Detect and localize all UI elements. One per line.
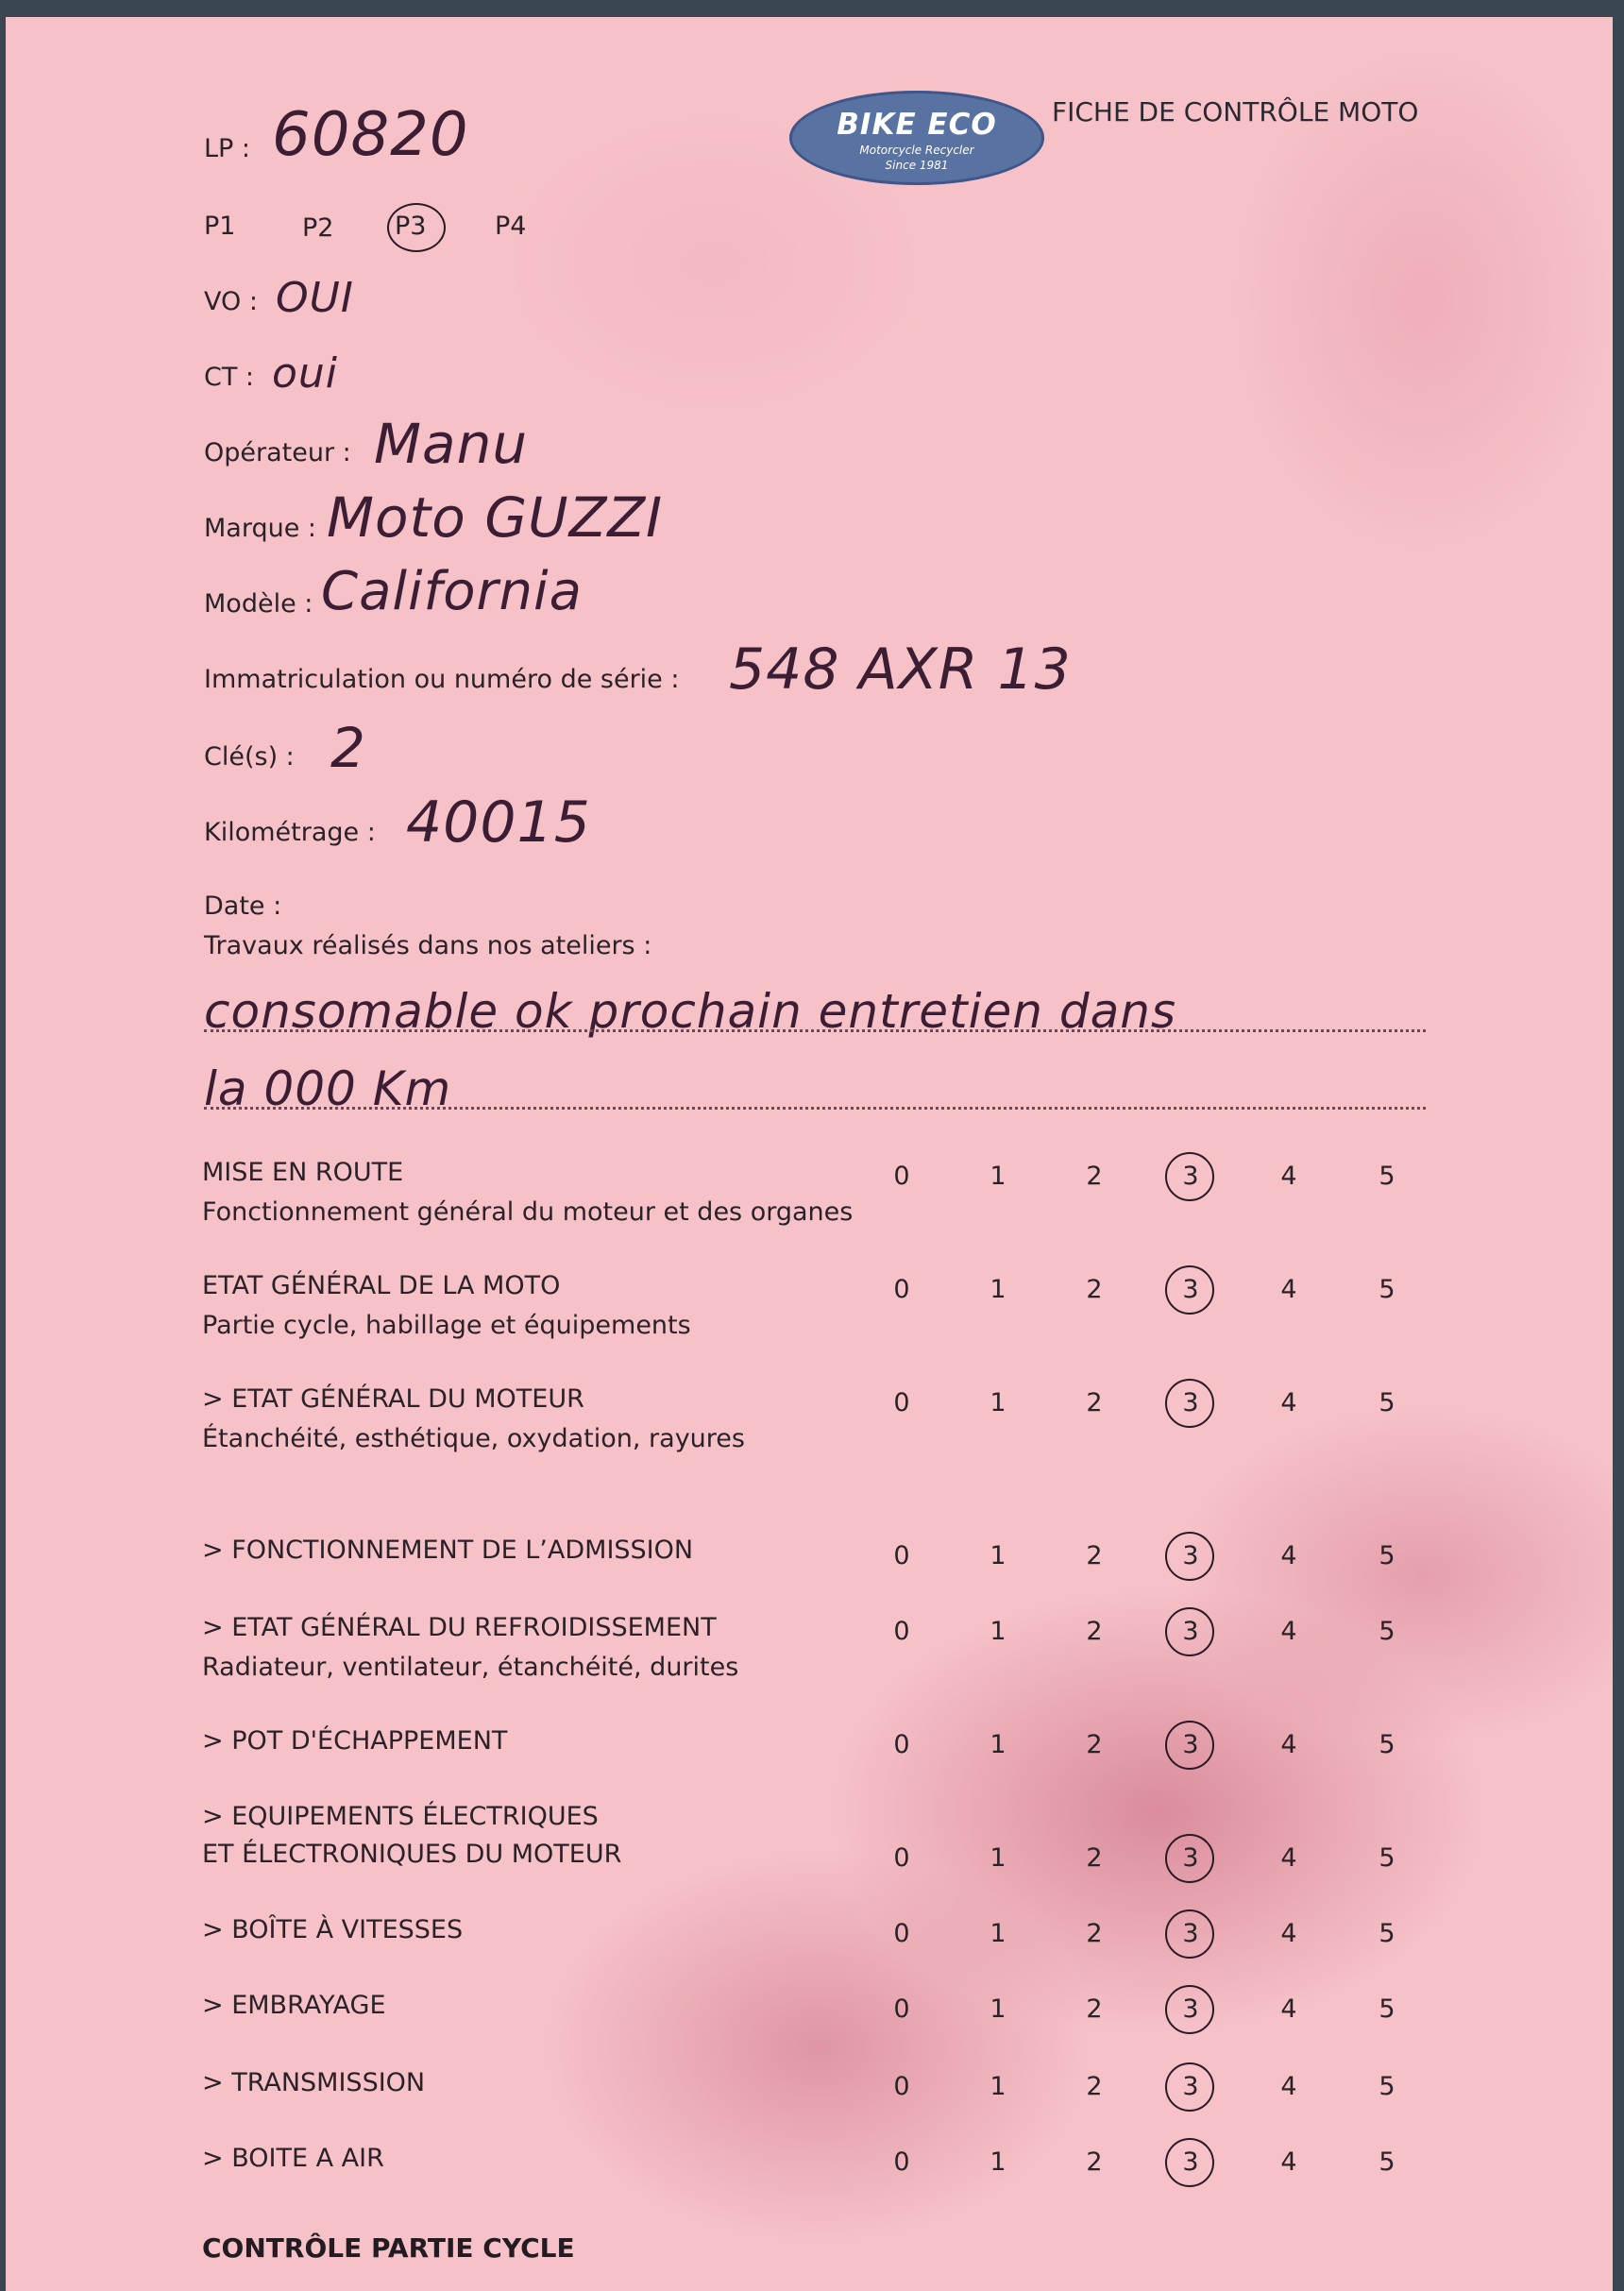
kilometrage-label: Kilométrage : [204, 818, 376, 847]
score-selected-circle [1165, 1909, 1214, 1959]
score-selected-circle [1165, 1985, 1214, 2034]
score-option[interactable]: 2 [1086, 2072, 1103, 2101]
logo-line2: Since 1981 [885, 159, 949, 172]
score-option[interactable]: 0 [893, 1388, 910, 1417]
marque-label: Marque : [204, 514, 317, 543]
modele-label: Modèle : [204, 589, 313, 619]
priority-p1[interactable]: P1 [204, 212, 236, 241]
score-option[interactable]: 1 [990, 2147, 1007, 2177]
score-option[interactable]: 3 [1182, 1994, 1199, 2024]
score-option[interactable]: 3 [1182, 1919, 1199, 1948]
score-option[interactable]: 4 [1280, 2072, 1297, 2101]
criterion-title: > FONCTIONNEMENT DE L’ADMISSION [202, 1536, 694, 1565]
score-option[interactable]: 5 [1379, 2147, 1396, 2177]
score-option[interactable]: 0 [893, 1994, 910, 2024]
score-option[interactable]: 1 [990, 1994, 1007, 2024]
criterion-subtitle: Partie cycle, habillage et équipements [202, 1311, 691, 1340]
score-option[interactable]: 5 [1379, 1919, 1396, 1948]
score-option[interactable]: 1 [990, 1162, 1007, 1191]
score-option[interactable]: 1 [990, 1617, 1007, 1646]
score-option[interactable]: 4 [1280, 1162, 1297, 1191]
score-option[interactable]: 0 [893, 1730, 910, 1759]
score-option[interactable]: 3 [1182, 2147, 1199, 2177]
score-selected-circle [1165, 2138, 1214, 2187]
criterion-title: > EQUIPEMENTS ÉLECTRIQUES [202, 1802, 599, 1831]
score-option[interactable]: 5 [1379, 1843, 1396, 1873]
score-option[interactable]: 4 [1280, 1541, 1297, 1570]
score-option[interactable]: 2 [1086, 1730, 1103, 1759]
page-title: FICHE DE CONTRÔLE MOTO [1052, 96, 1419, 127]
score-option[interactable]: 5 [1379, 1275, 1396, 1304]
score-selected-circle [1165, 1265, 1214, 1315]
immatriculation-label: Immatriculation ou numéro de série : [204, 665, 680, 694]
score-option[interactable]: 5 [1379, 1162, 1396, 1191]
logo-line1: Motorcycle Recycler [859, 144, 974, 157]
score-option[interactable]: 2 [1086, 1388, 1103, 1417]
score-option[interactable]: 3 [1182, 1388, 1199, 1417]
score-option[interactable]: 4 [1280, 1617, 1297, 1646]
score-option[interactable]: 2 [1086, 1919, 1103, 1948]
criterion-title: > EMBRAYAGE [202, 1991, 386, 2020]
score-option[interactable]: 4 [1280, 1388, 1297, 1417]
score-option[interactable]: 0 [893, 2072, 910, 2101]
score-option[interactable]: 4 [1280, 1730, 1297, 1759]
bike-eco-logo [789, 91, 1044, 185]
score-option[interactable]: 1 [990, 2072, 1007, 2101]
vo-value[interactable]: OUI [276, 274, 354, 322]
score-option[interactable]: 0 [893, 2147, 910, 2177]
marque-value[interactable]: Moto GUZZI [327, 485, 664, 550]
criterion-subtitle: Étanchéité, esthétique, oxydation, rayures [202, 1424, 745, 1453]
control-sheet [6, 17, 1613, 2291]
travaux-dotted-line-1 [204, 1029, 1426, 1032]
score-option[interactable]: 5 [1379, 1541, 1396, 1570]
score-selected-circle [1165, 1721, 1214, 1770]
criterion-title: > ETAT GÉNÉRAL DU MOTEUR [202, 1384, 584, 1414]
score-option[interactable]: 5 [1379, 1730, 1396, 1759]
score-option[interactable]: 4 [1280, 1843, 1297, 1873]
score-option[interactable]: 2 [1086, 1617, 1103, 1646]
score-option[interactable]: 2 [1086, 2147, 1103, 2177]
score-option[interactable]: 0 [893, 1617, 910, 1646]
travaux-dotted-line-2 [204, 1107, 1426, 1110]
criterion-title: MISE EN ROUTE [202, 1158, 404, 1187]
score-option[interactable]: 3 [1182, 2072, 1199, 2101]
ct-label: CT : [204, 363, 255, 392]
score-selected-circle [1165, 1532, 1214, 1581]
priority-p3[interactable]: P3 [395, 212, 427, 241]
score-option[interactable]: 3 [1182, 1617, 1199, 1646]
score-option[interactable]: 1 [990, 1730, 1007, 1759]
score-option[interactable]: 4 [1280, 1994, 1297, 2024]
travaux-line2[interactable]: la 000 Km [204, 1061, 452, 1116]
lp-label: LP : [204, 134, 251, 163]
score-option[interactable]: 2 [1086, 1843, 1103, 1873]
priority-p2[interactable]: P2 [302, 213, 334, 243]
cles-label: Clé(s) : [204, 742, 295, 772]
criterion-title: > POT D'ÉCHAPPEMENT [202, 1726, 508, 1756]
score-option[interactable]: 4 [1280, 2147, 1297, 2177]
score-option[interactable]: 1 [990, 1541, 1007, 1570]
score-option[interactable]: 1 [990, 1388, 1007, 1417]
score-option[interactable]: 2 [1086, 1275, 1103, 1304]
criterion-title: ETAT GÉNÉRAL DE LA MOTO [202, 1271, 561, 1300]
criterion-subtitle: ET ÉLECTRONIQUES DU MOTEUR [202, 1840, 622, 1869]
score-selected-circle [1165, 2062, 1214, 2112]
score-selected-circle [1165, 1152, 1214, 1201]
score-option[interactable]: 1 [990, 1843, 1007, 1873]
score-option[interactable]: 5 [1379, 1388, 1396, 1417]
score-option[interactable]: 0 [893, 1541, 910, 1570]
immatriculation-value[interactable]: 548 AXR 13 [729, 636, 1072, 703]
score-option[interactable]: 2 [1086, 1162, 1103, 1191]
criterion-title: > ETAT GÉNÉRAL DU REFROIDISSEMENT [202, 1613, 717, 1642]
score-option[interactable]: 1 [990, 1275, 1007, 1304]
ct-value[interactable]: oui [272, 349, 339, 398]
cles-value[interactable]: 2 [330, 716, 366, 780]
score-option[interactable]: 3 [1182, 1275, 1199, 1304]
score-option[interactable]: 1 [990, 1919, 1007, 1948]
modele-value[interactable]: California [321, 561, 583, 622]
logo-brand: BIKE ECO [837, 108, 997, 142]
score-option[interactable]: 3 [1182, 1541, 1199, 1570]
lp-value[interactable]: 60820 [272, 100, 469, 170]
section-controle-partie-cycle: CONTRÔLE PARTIE CYCLE [202, 2232, 575, 2264]
score-option[interactable]: 5 [1379, 1617, 1396, 1646]
score-option[interactable]: 5 [1379, 2072, 1396, 2101]
date-label: Date : [204, 891, 282, 921]
operateur-label: Opérateur : [204, 438, 351, 467]
criterion-subtitle: Fonctionnement général du moteur et des organes [202, 1197, 854, 1227]
priority-p4[interactable]: P4 [495, 212, 527, 241]
score-option[interactable]: 4 [1280, 1275, 1297, 1304]
criterion-subtitle: Radiateur, ventilateur, étanchéité, durites [202, 1653, 739, 1682]
travaux-line1[interactable]: consomable ok prochain entretien dans [204, 984, 1176, 1039]
score-option[interactable]: 2 [1086, 1541, 1103, 1570]
score-option[interactable]: 4 [1280, 1919, 1297, 1948]
operateur-value[interactable]: Manu [374, 412, 529, 476]
score-option[interactable]: 0 [893, 1843, 910, 1873]
score-selected-circle [1165, 1607, 1214, 1656]
criterion-title: > TRANSMISSION [202, 2068, 426, 2097]
score-option[interactable]: 3 [1182, 1843, 1199, 1873]
travaux-label: Travaux réalisés dans nos ateliers : [204, 931, 652, 960]
score-option[interactable]: 0 [893, 1275, 910, 1304]
score-option[interactable]: 2 [1086, 1994, 1103, 2024]
score-option[interactable]: 3 [1182, 1730, 1199, 1759]
score-selected-circle [1165, 1379, 1214, 1428]
score-option[interactable]: 5 [1379, 1994, 1396, 2024]
criterion-title: > BOÎTE À VITESSES [202, 1915, 464, 1944]
criterion-title: > BOITE A AIR [202, 2144, 384, 2173]
vo-label: VO : [204, 287, 258, 316]
score-option[interactable]: 0 [893, 1919, 910, 1948]
score-selected-circle [1165, 1834, 1214, 1883]
kilometrage-value[interactable]: 40015 [406, 789, 591, 856]
score-option[interactable]: 3 [1182, 1162, 1199, 1191]
score-option[interactable]: 0 [893, 1162, 910, 1191]
priority-selected-circle [387, 203, 446, 252]
